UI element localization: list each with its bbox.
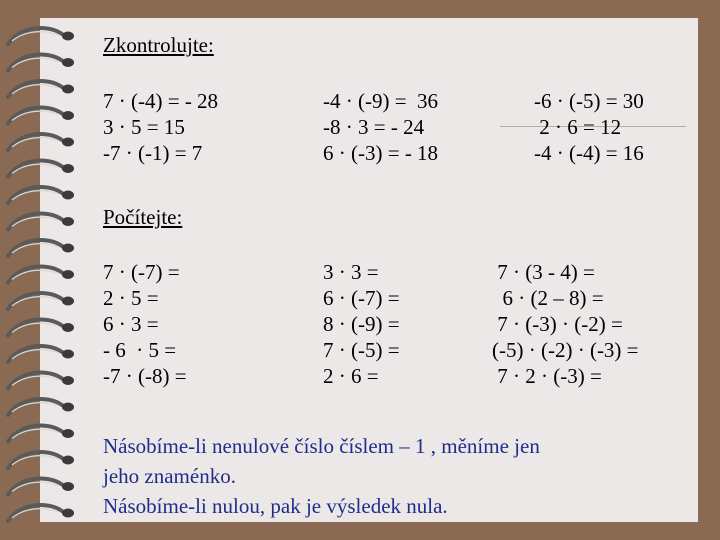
- compute-exercise: 7 · (-3) · (-2) =: [492, 312, 623, 336]
- compute-exercise: -7 · (-8) =: [103, 364, 187, 388]
- check-equation: 7 · (-4) = - 28: [103, 89, 219, 113]
- spiral-ring: [8, 214, 74, 230]
- spiral-ring: [8, 81, 74, 97]
- compute-exercise: 7 · (-7) =: [103, 260, 180, 284]
- compute-exercise: 6 · 3 =: [103, 312, 159, 336]
- spiral-ring: [8, 293, 74, 309]
- spiral-ring: [8, 134, 74, 150]
- rule-note: [103, 431, 540, 521]
- check-equation: 2 · 6 = 12: [534, 115, 622, 139]
- rule-note-line: Násobíme-li nulou, pak je výsledek nula.: [103, 494, 448, 518]
- spiral-ring: [8, 108, 74, 124]
- check-column-1: [103, 88, 218, 166]
- compute-exercise: 8 · (-9) =: [323, 312, 400, 336]
- compute-exercise: 7 · (3 - 4) =: [492, 260, 595, 284]
- spiral-ring: [8, 505, 74, 521]
- compute-column-3: [492, 259, 639, 389]
- check-column-2: [323, 88, 438, 166]
- spiral-ring: [8, 373, 74, 389]
- compute-exercise: 6 · (2 – 8) =: [492, 286, 604, 310]
- spiral-ring: [8, 28, 74, 44]
- check-equation: 3 · 5 = 15: [103, 115, 185, 139]
- compute-exercise: 7 · (-5) =: [323, 338, 400, 362]
- compute-exercise: 2 · 5 =: [103, 286, 159, 310]
- check-equation: -7 · (-1) = 7: [103, 141, 203, 165]
- compute-exercise: 2 · 6 =: [323, 364, 379, 388]
- compute-exercise: - 6 · 5 =: [103, 338, 177, 362]
- spiral-binding-icon: [0, 0, 90, 540]
- spiral-ring: [8, 240, 74, 256]
- compute-column-1: [103, 259, 187, 389]
- spiral-ring: [8, 320, 74, 336]
- rule-note-line: jeho znaménko.: [103, 464, 236, 488]
- spiral-ring: [8, 161, 74, 177]
- check-equation: 6 · (-3) = - 18: [323, 141, 439, 165]
- compute-exercise: 7 · 2 · (-3) =: [492, 364, 602, 388]
- spiral-ring: [8, 346, 74, 362]
- compute-exercise: 3 · 3 =: [323, 260, 379, 284]
- spiral-ring: [8, 426, 74, 442]
- spiral-ring: [8, 187, 74, 203]
- spiral-ring: [8, 479, 74, 495]
- check-equation: -4 · (-9) = 36: [323, 89, 439, 113]
- spiral-ring: [8, 55, 74, 71]
- rule-note-line: Násobíme-li nenulové číslo číslem – 1 , měníme jen: [103, 434, 540, 458]
- check-column-3: [534, 88, 644, 166]
- spiral-ring: [8, 452, 74, 468]
- spiral-ring: [8, 399, 74, 415]
- compute-exercise: (-5) · (-2) · (-3) =: [492, 338, 639, 362]
- spiral-ring: [8, 267, 74, 283]
- heading-check: Zkontrolujte:: [103, 33, 214, 57]
- compute-exercise: 6 · (-7) =: [323, 286, 400, 310]
- compute-column-2: [323, 259, 400, 389]
- check-equation: -6 · (-5) = 30: [534, 89, 644, 113]
- check-equation: -4 · (-4) = 16: [534, 141, 644, 165]
- heading-compute: Počítejte:: [103, 205, 183, 229]
- check-equation: -8 · 3 = - 24: [323, 115, 425, 139]
